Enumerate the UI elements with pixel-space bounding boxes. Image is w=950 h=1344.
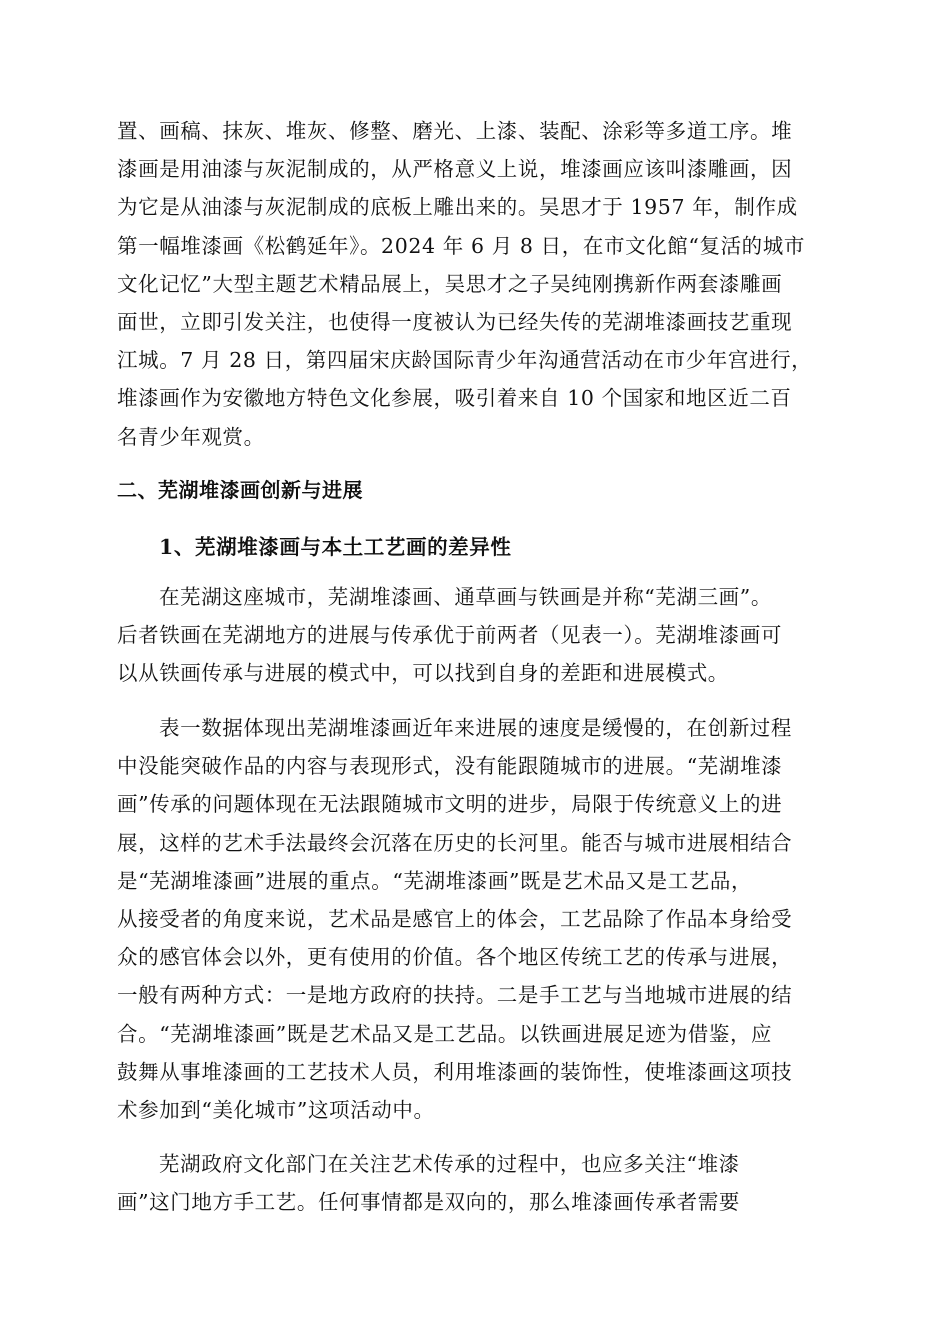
text-line: 为它是从油漆与灰泥制成的底板上雕出来的。吴思才于 1957 年，制作成 bbox=[117, 195, 798, 220]
text-line: 在芜湖这座城市，芜湖堆漆画、通草画与铁画是并称“芜湖三画”。 bbox=[159, 585, 772, 609]
section-heading: 二、芜湖堆漆画创新与进展 bbox=[117, 478, 363, 502]
text-line: 置、画稿、抹灰、堆灰、修整、磨光、上漆、装配、涂彩等多道工序。堆 bbox=[117, 119, 793, 143]
text-line: 第一幅堆漆画《松鹤延年》。2024 年 6 月 8 日，在市文化館“复活的城市 bbox=[117, 233, 805, 258]
text-line: 从接受者的角度来说，艺术品是感官上的体会，工艺品除了作品本身给受 bbox=[117, 907, 793, 932]
subsection-heading: 1、芜湖堆漆画与本土工艺画的差异性 bbox=[159, 535, 512, 559]
text-line: 鼓舞从事堆漆画的工艺技术人员，利用堆漆画的装饰性，使堆漆画这项技 bbox=[117, 1059, 793, 1084]
text-line: 众的感官体会以外，更有使用的价值。各个地区传统工艺的传承与进展， bbox=[117, 945, 793, 970]
text-line: 漆画是用油漆与灰泥制成的，从严格意义上说，堆漆画应该叫漆雕画，因 bbox=[117, 157, 793, 182]
text-line: 是“芜湖堆漆画”进展的重点。“芜湖堆漆画”既是艺术品又是工艺品， bbox=[117, 868, 753, 893]
text-line: 文化记忆”大型主题艺术精品展上，吴思才之子吴纯刚携新作两套漆雕画 bbox=[117, 271, 783, 296]
text-line: 后者铁画在芜湖地方的进展与传承优于前两者（见表一）。芜湖堆漆画可 bbox=[117, 623, 782, 648]
text-line: 面世，立即引发关注，也使得一度被认为已经失传的芜湖堆漆画技艺重现 bbox=[117, 310, 793, 335]
text-line: 画”传承的问题体现在无法跟随城市文明的进步，局限于传统意义上的进 bbox=[117, 792, 783, 817]
text-line: 江城。7 月 28 日，第四届宋庆龄国际青少年沟通营活动在市少年宫进行， bbox=[117, 348, 813, 373]
text-line: 名青少年观赏。 bbox=[117, 424, 265, 449]
paragraph-3 bbox=[117, 709, 833, 1129]
text-line: 合。“芜湖堆漆画”既是艺术品又是工艺品。以铁画进展足迹为借鉴，应 bbox=[117, 1021, 773, 1046]
text-line: 以从铁画传承与进展的模式中，可以找到自身的差距和进展模式。 bbox=[117, 661, 729, 686]
paragraph-4 bbox=[117, 1145, 833, 1221]
text-line: 术参加到“美化城市”这项活动中。 bbox=[117, 1098, 435, 1123]
paragraph-2 bbox=[117, 578, 833, 693]
text-line: 中没能突破作品的内容与表现形式，没有能跟随城市的进展。“芜湖堆漆 bbox=[117, 754, 783, 779]
paragraph-intro bbox=[117, 112, 833, 456]
text-line: 画”这门地方手工艺。任何事情都是双向的，那么堆漆画传承者需要 bbox=[117, 1190, 740, 1215]
text-line: 一般有两种方式：一是地方政府的扶持。二是手工艺与当地城市进展的结 bbox=[117, 983, 793, 1008]
text-line: 堆漆画作为安徽地方特色文化参展，吸引着来自 10 个国家和地区近二百 bbox=[117, 386, 792, 411]
text-line: 表一数据体现出芜湖堆漆画近年来进展的速度是缓慢的，在创新过程 bbox=[159, 716, 792, 740]
text-line: 芜湖政府文化部门在关注艺术传承的过程中，也应多关注“堆漆 bbox=[159, 1152, 740, 1176]
text-line: 展，这样的艺术手法最终会沉落在历史的长河里。能否与城市进展相结合 bbox=[117, 830, 793, 855]
